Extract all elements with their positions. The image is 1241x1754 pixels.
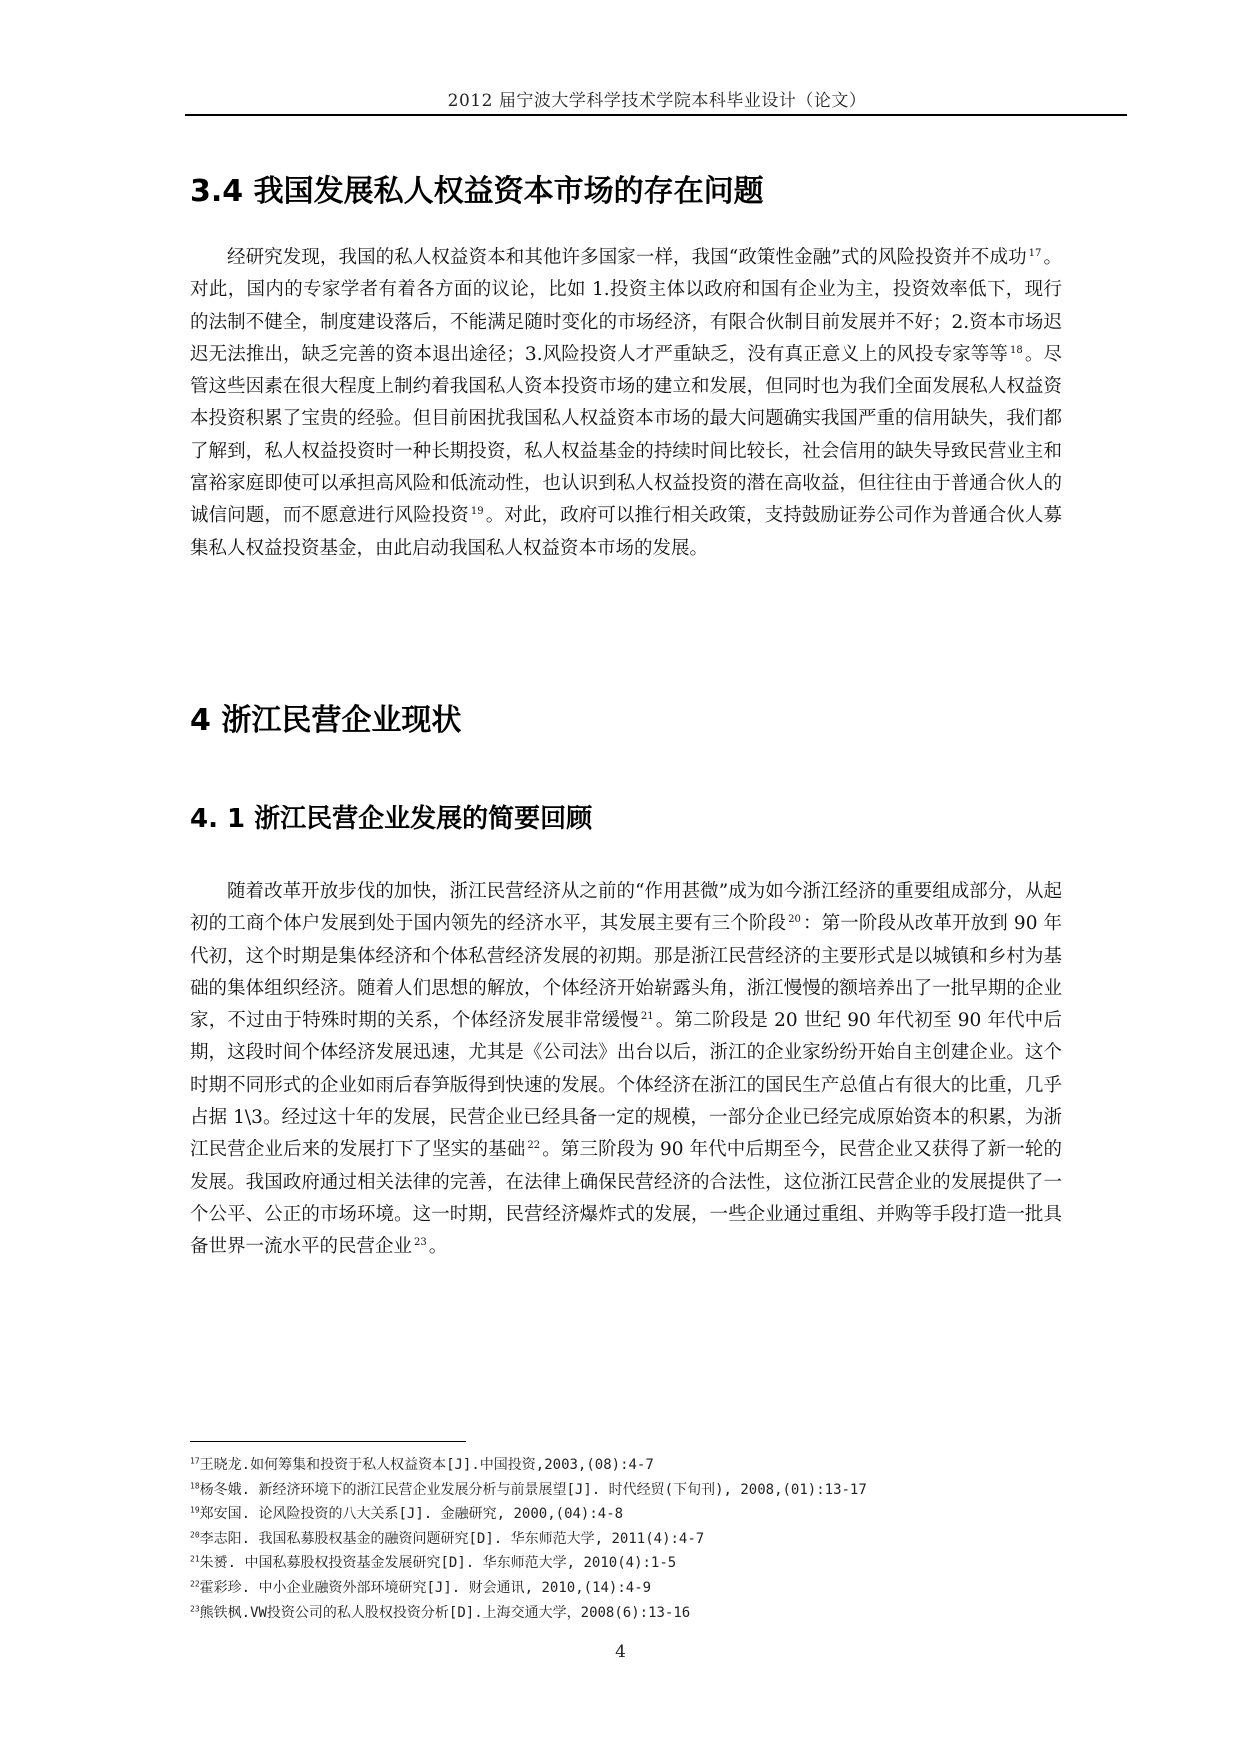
- paragraph-text: 。第三阶段为 90 年代中后期至今，民营企业又获得了新一轮的发展。我国政府通过相关法律的完善，在法律上确保民营经济的合法性，这位浙江民营企业的发展提供了一个公平、公正的市场环境。这一时期，民营经济爆炸式的发展，一些企业通过重组、并购等手段打造一批具备世界一流水平的民营企业: [190, 1139, 1062, 1258]
- footnote-number: 20: [190, 1530, 200, 1540]
- footnote-item: [190, 1502, 1070, 1527]
- footnote-ref[interactable]: 23: [414, 1237, 427, 1249]
- footnote-item: [190, 1478, 1070, 1503]
- footnote-number: 22: [190, 1579, 200, 1589]
- footnote-text: 熊铁枫.VW投资公司的私人股权投资分析[D].上海交通大学，2008(6):13-16: [199, 1604, 691, 1621]
- header-rule: [185, 114, 1127, 116]
- footnote-number: 23: [190, 1603, 200, 1613]
- footnote-separator: [190, 1441, 466, 1442]
- footnote-list: [190, 1453, 1070, 1625]
- footnote-item: [190, 1601, 1070, 1626]
- footnote-ref[interactable]: 20: [788, 914, 801, 926]
- running-header: 2012 届宁波大学科学技术学院本科毕业设计（论文）: [447, 91, 867, 111]
- paragraph-text: 。: [428, 1236, 448, 1258]
- footnote-ref[interactable]: 21: [640, 1011, 654, 1023]
- paragraph-text: 经研究发现，我国的私人权益资本和其他许多国家一样，我国“政策性金融”式的风险投资并不成功: [227, 247, 1027, 268]
- paragraph-text: 随着改革开放步伐的加快，浙江民营经济从之前的“作用甚微”成为如今浙江经济的重要组成部分，从起初的工商个体户发展到处于国内领先的经济水平，其发展主要有三个阶段: [190, 881, 1062, 935]
- section-heading-4-1: 4. 1 浙江民营企业发展的简要回顾: [190, 804, 593, 834]
- paragraph-text: 。尽管这些因素在很大程度上制约着我国私人资本投资市场的建立和发展，但同时也为我们全面发展私人权益资本投资积累了宝贵的经验。但目前困扰我国私人权益资本市场的最大问题确实我国严重的信用缺失，我们都了解到，私人权益投资时一种长期投资，私人权益基金的持续时间比较长，社会信用的缺失导致民营业主和富裕家庭即使可以承担高风险和低流动性，也认识到私人权益投资的潜在高收益，但往往由于普通合伙人的诚信问题，而不愿意进行风险投资: [190, 343, 1062, 527]
- section-3-4-paragraph: [190, 242, 1062, 565]
- paragraph-text: 。对此，政府可以推行相关政策，支持鼓励证券公司作为普通合伙人募集私人权益投资基金，由此启动我国私人权益资本市场的发展。: [190, 505, 1062, 559]
- footnote-item: [190, 1453, 1070, 1478]
- section-4-1-paragraph: [190, 876, 1062, 1264]
- section-heading-3-4: 3.4 我国发展私人权益资本市场的存在问题: [190, 174, 764, 209]
- footnote-item: [190, 1551, 1070, 1576]
- footnote-text: 王晓龙.如何筹集和投资于私人权益资本[J].中国投资,2003,(08):4-7: [199, 1457, 654, 1473]
- section-heading-4: 4 浙江民营企业现状: [190, 703, 462, 738]
- page-number: 4: [615, 1642, 626, 1662]
- footnote-text: 杨冬娥. 新经济环境下的浙江民营企业发展分析与前景展望[J]. 时代经贸(下旬刊), 2008,(01):13-17: [199, 1481, 867, 1498]
- footnote-number: 17: [190, 1456, 200, 1466]
- footnote-ref[interactable]: 22: [527, 1140, 541, 1152]
- footnote-number: 18: [190, 1480, 200, 1490]
- footnote-item: [190, 1527, 1070, 1552]
- footnote-number: 21: [190, 1554, 200, 1564]
- footnote-text: 霍彩珍. 中小企业融资外部环境研究[J]. 财会通讯, 2010,(14):4-9: [199, 1579, 652, 1596]
- footnote-text: 郑安国. 论风险投资的八大关系[J]. 金融研究, 2000,(04):4-8: [199, 1506, 624, 1523]
- paragraph-text: ：第一阶段从改革开放到 90 年代初，这个时期是集体经济和个体私营经济发展的初期。那是浙江民营经济的主要形式是以城镇和乡村为基础的集体组织经济。随着人们思想的解放，个体经济开始崭露头角，浙江慢慢的额培养出了一批早期的企业家，不过由于特殊时期的关系，个体经济发展非常缓慢: [190, 913, 1062, 1032]
- paragraph-text: 。对此，国内的专家学者有着各方面的议论，比如 1.投资主体以政府和国有企业为主，投资效率低下，现行的法制不健全，制度建设落后，不能满足随时变化的市场经济，有限合伙制目前发展并不好；2.资本市场迟迟无法推出，缺乏完善的资本退出途径；3.风险投资人才严重缺乏，没有真正意义上的风投专家等等: [190, 247, 1062, 365]
- footnote-number: 19: [190, 1505, 200, 1515]
- footnote-text: 朱赟. 中国私募股权投资基金发展研究[D]. 华东师范大学, 2010(4):1-5: [199, 1555, 677, 1572]
- paragraph-text: 。第二阶段是 20 世纪 90 年代初至 90 年代中后期，这段时间个体经济发展迅速，尤其是《公司法》出台以后，浙江的企业家纷纷开始自主创建企业。这个时期不同形式的企业如雨后春笋版得到快速的发展。个体经济在浙江的国民生产总值占有很大的比重，几乎占据 1\3。经过这十年的发展，民营企业已经具备一定的规模，一部分企业已经完成原始资本的积累，为浙江民营企业后来的发展打下了坚实的基础: [190, 1010, 1062, 1161]
- footnote-ref[interactable]: 18: [1010, 344, 1023, 356]
- footnote-item: [190, 1576, 1070, 1601]
- footnote-ref[interactable]: 19: [470, 506, 484, 518]
- footnote-text: 李志阳. 我国私募股权基金的融资问题研究[D]. 华东师范大学, 2011(4):4-7: [199, 1530, 705, 1547]
- footnote-ref[interactable]: 17: [1028, 247, 1042, 259]
